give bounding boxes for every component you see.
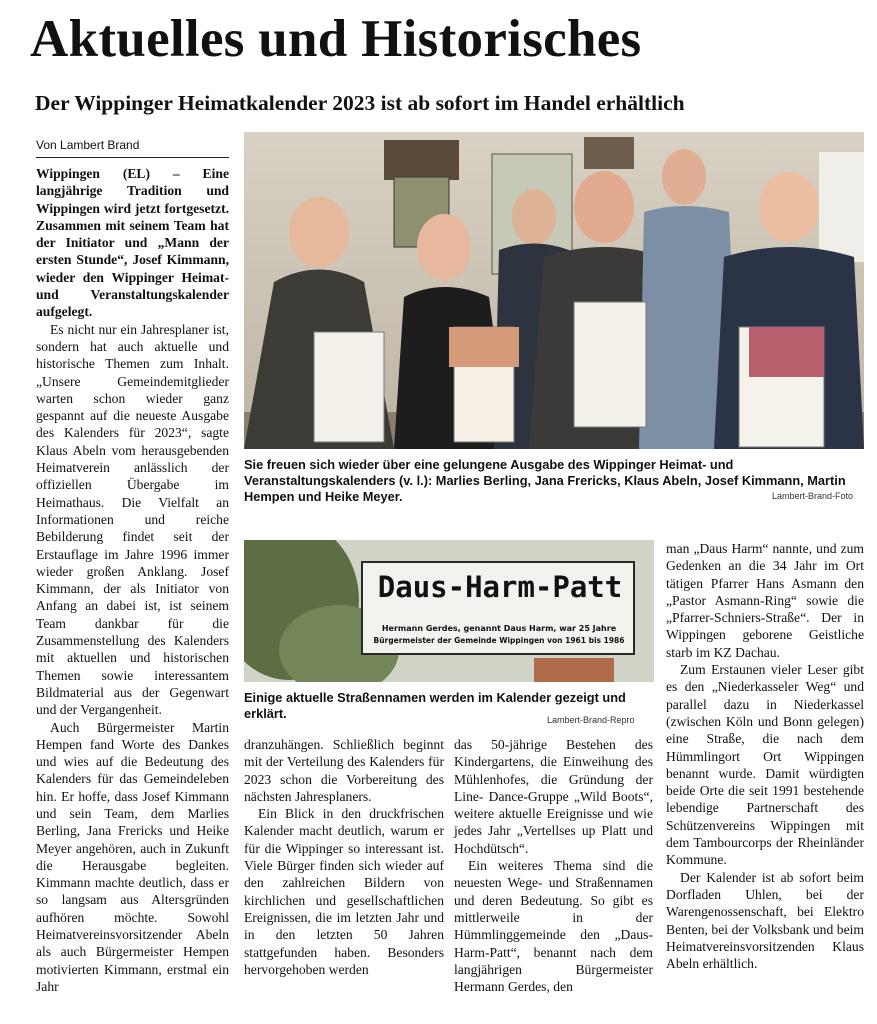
street-sign-caption: Einige aktuelle Straßennamen werden im Kalender gezeigt und erklärt. bbox=[244, 690, 626, 721]
group-photo-image bbox=[244, 132, 864, 449]
subheadline: Der Wippinger Heimatkalender 2023 ist ab sofort im Handel erhältlich bbox=[35, 91, 685, 115]
street-sign-credit: Lambert-Brand-Repro bbox=[547, 715, 635, 725]
paragraph: man „Daus Harm“ nannte, und zum Gedenken an die 34 Jahr im Ort tätigen Pfarrer Hans Asmann den „Pastor Asmann-Ring“ sowie die „Pfarrer-Schniers-Straße“. Der in Wippingen geborene Geistliche starb im KZ Dachau. bbox=[666, 541, 864, 660]
paragraph: Ein Blick in den druckfrischen Kalender macht deutlich, warum er für die Wippinger so interessant ist. Viele Bürger finden sich wieder auf den zahlreichen Bildern von kirchlichen und gesellschaftlichen Ereignissen, die im letzten Jahr und in den letzten 50 Jahren stattgefunden haben. Besonders hervorgehoben werden bbox=[244, 806, 444, 977]
headline: Aktuelles und Historisches bbox=[30, 10, 642, 68]
paragraph: das 50-jährige Bestehen des Kindergartens, die Einweihung des Mühlenhofes, die Gründung der Line- Dance-Gruppe „Wild Boots“, weitere aktuelle Ereignisse und wie jedes Jahr „Vertellses up Platt und Hochdütsch“. bbox=[454, 737, 653, 856]
lead-paragraph: Wippingen (EL) – Eine langjährige Tradition und Wippingen wird jetzt fortgesetzt. Zusammen mit seinem Team hat der Initiator und „Mann der ersten Stunde“, Josef Kimmann, wieder den Wippinger Heimat- und Veranstaltungskalender aufgelegt. bbox=[36, 166, 229, 320]
paragraph: Es nicht nur ein Jahresplaner ist, sondern hat auch aktuelle und historische Themen zum Inhalt. „Unsere Gemeindemitglieder warten schon wieder ganz gespannt auf die neueste Ausgabe des Kalenders für 2023“, sagte Klaus Abeln vom herausgebenden Heimatverein anlässlich der offiziellen Übergabe im Heimathaus. Die Vielfalt an Informationen und reiche Bebilderung findet seit der Erstauflage im Jahre 1996 immer wieder großen Anklang. Josef Kimmann, der als Initiator von Anfang an dabei ist, ist seinem Team dankbar für die Zusammenstellung des Kalenders mit aktuellen und historischen Themen sowie interessantem Bildmaterial aus der Gegenwart und der Vergangenheit. bbox=[36, 321, 229, 718]
group-photo bbox=[244, 132, 864, 449]
byline: Von Lambert Brand bbox=[36, 138, 140, 152]
street-sign-photo bbox=[244, 540, 654, 682]
street-sign-line-1: Hermann Gerdes, genannt Daus Harm, war 25 Jahre bbox=[381, 624, 617, 633]
byline-rule bbox=[36, 157, 229, 158]
group-photo-caption: Sie freuen sich wieder über eine gelungene Ausgabe des Wippinger Heimat- und Veranstaltungskalenders (v. l.): Marlies Berling, Jana Frericks, Klaus Abeln, Josef Kimmann, Martin Hempen und Heike Meyer. bbox=[244, 457, 846, 504]
street-sign-image bbox=[244, 540, 654, 682]
paragraph: Auch Bürgermeister Martin Hempen fand Worte des Dankes und wies auf die Bedeutung des Kalenders für das Gemeindeleben hin. Er hoffe, dass Josef Kimmann und sein Team, dem Marlies Berling, Jana Frericks und Heike Meyer angehören, auch in Zukunft die Herausgabe begleiten. Kimmann machte deutlich, dass er so langsam aus Altersgründen aufhören möchte. Sowohl Heimatvereinsvorsitzender Abeln als auch Bürgermeister Hempen motivierten Kimmann, erstmal ein Jahr bbox=[36, 719, 229, 994]
article-column-3 bbox=[454, 736, 653, 995]
group-photo-credit: Lambert-Brand-Foto bbox=[772, 491, 854, 501]
street-sign-name: Daus-Harm-Patt bbox=[377, 570, 623, 604]
article-column-2 bbox=[244, 736, 444, 978]
paragraph: Der Kalender ist ab sofort beim Dorfladen Uhlen, bei der Warengenossenschaft, bei Elektro Benten, bei der Volksbank und beim Heimatvereinsvorsitzenden Klaus Abeln erhältlich. bbox=[666, 869, 864, 972]
street-sign-line-2: Bürgermeister der Gemeinde Wippingen von 1961 bis 1986 bbox=[373, 636, 625, 645]
paragraph: dranzuhängen. Schließlich beginnt mit der Verteilung des Kalenders für 2023 schon die Vorbereitung des nächsten Jahresplaners. bbox=[244, 737, 444, 804]
paragraph: Zum Erstaunen vieler Leser gibt es den „Niederkasseler Weg“ und parallel dazu in Niederkassel (zwischen Köln und Bonn gelegen) eine Straße, die nach dem Hümmlingort Ort Wippingen benannt wurde. Damit würdigten beide Orte die seit 1991 bestehende lebendige Partnerschaft des Schützenvereins Wippingen mit dem Tambourcorps der Rheinländer Kommune. bbox=[666, 662, 864, 868]
article-column-4 bbox=[666, 540, 864, 972]
paragraph: Ein weiteres Thema sind die neuesten Wege- und Straßennamen und deren Bedeutung. So gibt es mittlerweile in der Hümmlinggemeinde den „Daus-Harm-Patt“, benannt nach dem langjährigen Bürgermeister Hermann Gerdes, den bbox=[454, 858, 653, 995]
article-column-1 bbox=[36, 165, 229, 995]
